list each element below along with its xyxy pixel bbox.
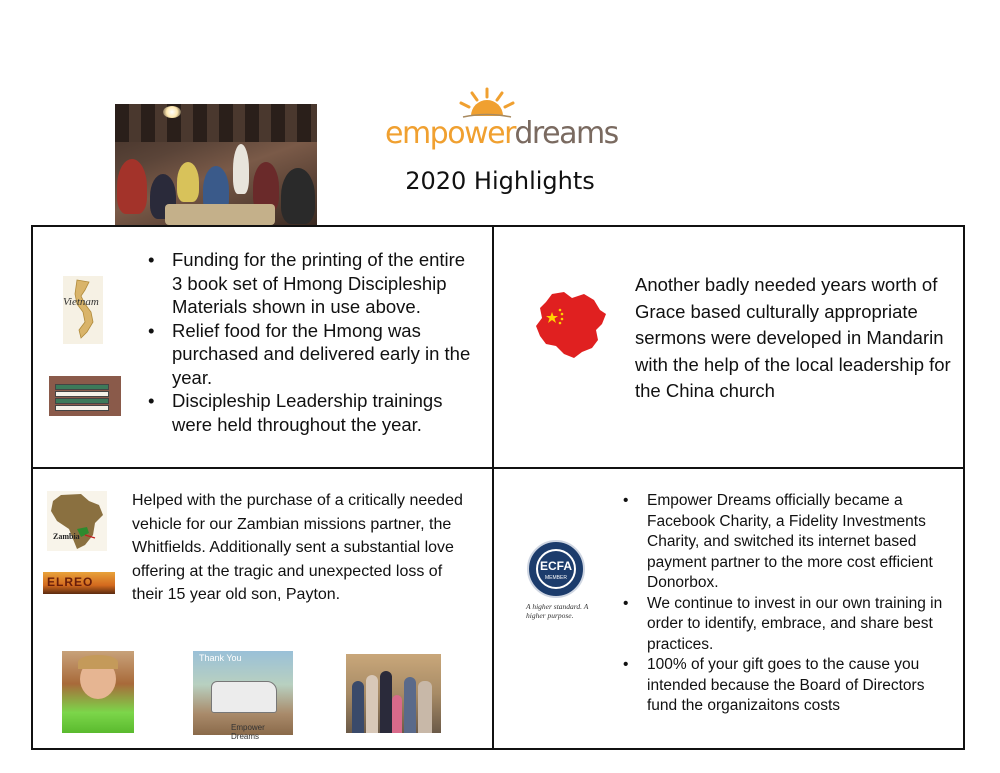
- africa-map-icon: [47, 491, 107, 551]
- hmong-training-photo: [115, 104, 317, 225]
- grid-divider-horizontal: [31, 467, 965, 469]
- vietnam-map: Vietnam: [63, 276, 103, 344]
- list-item: • Relief food for the Hmong was purchased and delivered early in the year.: [148, 319, 478, 390]
- page-title: 2020 Highlights: [405, 167, 595, 195]
- vietnam-highlights-list: [148, 248, 478, 436]
- vietnam-map-icon: [63, 276, 103, 344]
- zambia-highlight-text: Helped with the purchase of a critically needed vehicle for our Zambian missions partner, the Whitfields. Additionally sent a substantial love offering at the tragic and unexpected loss of their 15 year old son, Payton.: [132, 492, 463, 603]
- ecfa-member-seal: ECFA MEMBER A higher standard. A higher purpose.: [526, 540, 588, 620]
- list-item: • Discipleship Leadership trainings were held throughout the year.: [148, 389, 478, 436]
- list-item: • 100% of your gift goes to the cause you intended because the Board of Directors fund the organizaitons costs: [623, 655, 953, 717]
- organization-highlights-list: [623, 491, 953, 717]
- empower-dreams-logo: [385, 88, 618, 158]
- sun-icon: [457, 88, 517, 118]
- elreo-banner: ELREO: [43, 572, 115, 594]
- africa-zambia-map: Zambia: [47, 491, 107, 551]
- logo-text: empowerdreams: [385, 116, 618, 151]
- china-highlight-text: Another badly needed years worth of Grace based culturally appropriate sermons were developed in Mandarin with the help of the local leadership for the China church: [635, 274, 951, 401]
- grid-divider-vertical: [492, 225, 494, 750]
- list-item: • We continue to invest in our own training in order to identify, embrace, and share best practices.: [623, 594, 953, 656]
- payton-photo: [62, 651, 134, 733]
- discipleship-books-photo: [49, 376, 121, 416]
- vehicle-photo: Thank You Empower Dreams: [193, 651, 293, 735]
- whitfield-family-photo: [346, 654, 441, 733]
- china-map-icon: [534, 288, 608, 360]
- ecfa-seal-icon: ECFA MEMBER: [527, 540, 585, 598]
- list-item: • Funding for the printing of the entire 3 book set of Hmong Discipleship Materials shown in use above.: [148, 248, 478, 319]
- list-item: • Empower Dreams officially became a Facebook Charity, a Fidelity Investments Charity, and switched its internet based payment partner to the more cost efficient Donorbox.: [623, 491, 953, 594]
